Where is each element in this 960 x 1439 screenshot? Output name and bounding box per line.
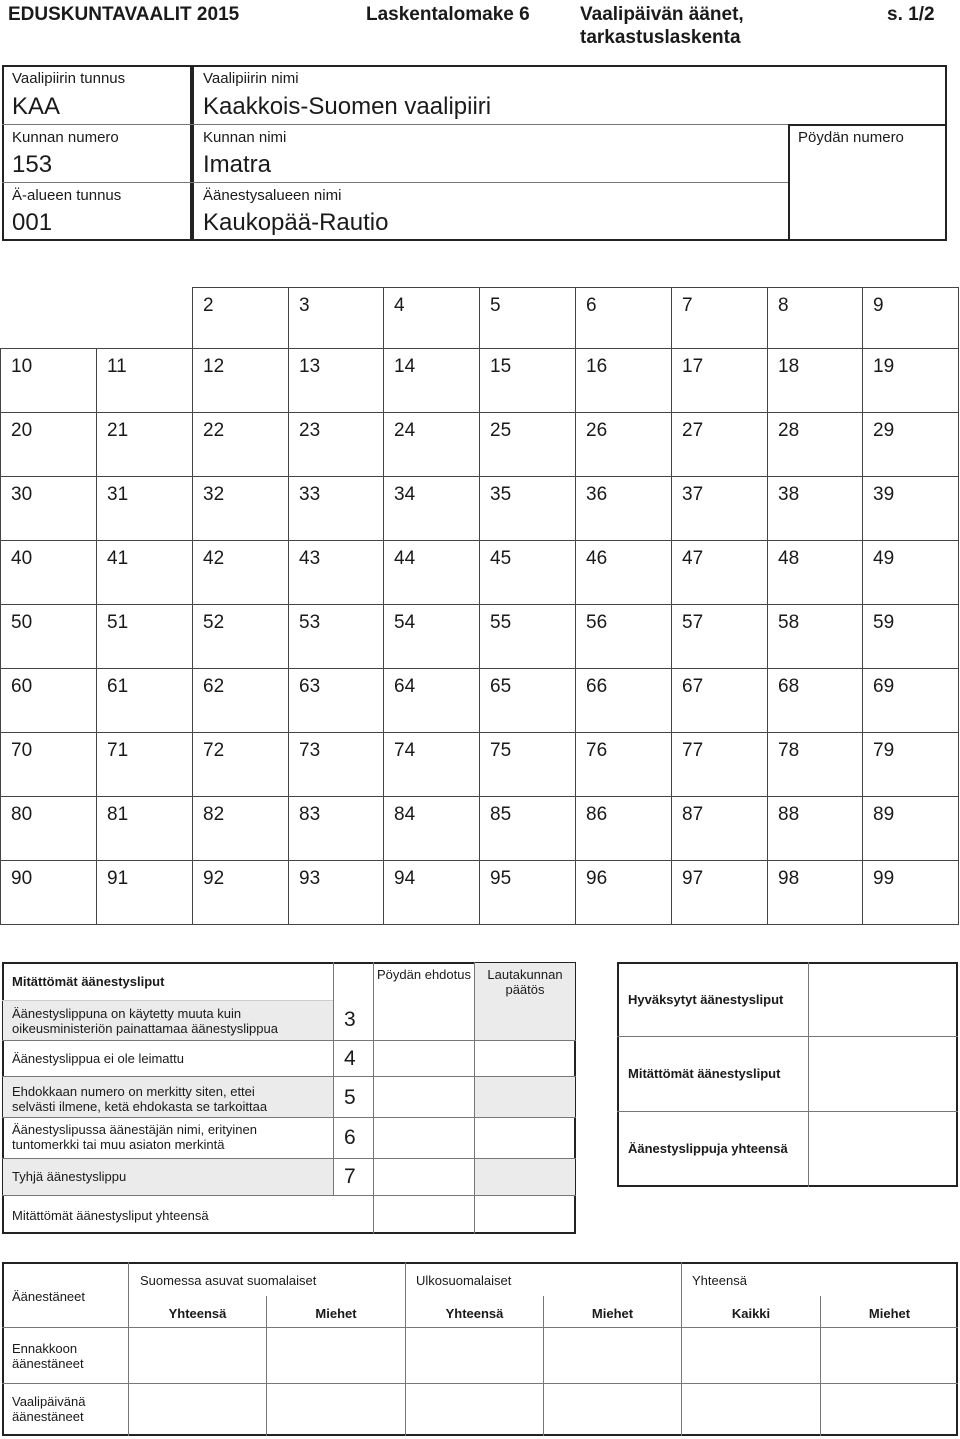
- number-cell[interactable]: [288, 860, 384, 925]
- number-cell[interactable]: [0, 796, 97, 861]
- number-cell[interactable]: [767, 287, 863, 349]
- number-cell[interactable]: [192, 412, 289, 477]
- board-decision-header: Lautakunnan päätös: [487, 967, 563, 997]
- candidate-number: 63: [299, 676, 321, 697]
- number-cell[interactable]: [383, 287, 480, 349]
- number-cell[interactable]: [288, 668, 384, 733]
- candidate-number: 49: [873, 548, 895, 569]
- election-title: EDUSKUNTAVAALIT 2015: [8, 4, 240, 25]
- all-total-col: Kaikki: [731, 1306, 771, 1321]
- candidate-number: 12: [203, 356, 225, 377]
- number-cell[interactable]: [192, 668, 289, 733]
- area-code-label: Ä-alueen tunnus: [12, 187, 122, 204]
- number-cell[interactable]: [288, 796, 384, 861]
- number-cell[interactable]: [383, 732, 480, 797]
- board-row7-shade: [475, 1159, 575, 1195]
- number-cell[interactable]: [192, 860, 289, 925]
- candidate-number: 4: [394, 295, 405, 316]
- number-cell[interactable]: [575, 540, 672, 605]
- candidate-number: 2: [203, 295, 214, 316]
- candidate-number: 85: [490, 804, 512, 825]
- candidate-number: 23: [299, 420, 321, 441]
- number-cell[interactable]: [383, 860, 480, 925]
- number-cell[interactable]: [383, 604, 480, 669]
- candidate-number: 28: [778, 420, 800, 441]
- candidate-number: 77: [682, 740, 704, 761]
- candidate-number: 99: [873, 868, 895, 889]
- area-code: 001: [12, 209, 53, 236]
- advance-voters-label-1: Ennakkoon: [12, 1341, 78, 1356]
- number-cell[interactable]: [192, 540, 289, 605]
- candidate-number: 86: [586, 804, 608, 825]
- voters-label-line: [128, 1262, 129, 1436]
- candidate-number: 16: [586, 356, 608, 377]
- invalid-divider-c: [2, 1117, 576, 1118]
- candidate-number: 61: [107, 676, 129, 697]
- candidate-number: 94: [394, 868, 416, 889]
- candidate-number: 50: [11, 612, 33, 633]
- summary-divider-2: [617, 1111, 958, 1112]
- candidate-number: 52: [203, 612, 225, 633]
- number-cell[interactable]: [862, 732, 959, 797]
- number-cell[interactable]: [0, 732, 97, 797]
- row7-text: Tyhjä äänestyslippu: [12, 1169, 127, 1184]
- number-cell[interactable]: [479, 412, 576, 477]
- number-cell[interactable]: [192, 287, 289, 349]
- invalid-divider-e: [2, 1195, 576, 1196]
- area-name-label: Äänestysalueen nimi: [203, 187, 342, 204]
- candidate-number: 57: [682, 612, 704, 633]
- number-cell[interactable]: [575, 348, 672, 413]
- candidate-number: 25: [490, 420, 512, 441]
- municipality-number-label: Kunnan numero: [12, 129, 119, 146]
- candidate-number: 74: [394, 740, 416, 761]
- number-cell[interactable]: [862, 287, 959, 349]
- number-cell[interactable]: [0, 860, 97, 925]
- number-cell[interactable]: [96, 412, 193, 477]
- number-cell[interactable]: [767, 540, 863, 605]
- number-cell[interactable]: [383, 348, 480, 413]
- row4-code: 4: [344, 1047, 356, 1070]
- candidate-number: 10: [11, 356, 33, 377]
- municipality-name-label: Kunnan nimi: [203, 129, 287, 146]
- expat-men-col: Miehet: [591, 1306, 634, 1321]
- number-cell[interactable]: [192, 732, 289, 797]
- candidate-number: 65: [490, 676, 512, 697]
- candidate-number: 87: [682, 804, 704, 825]
- candidate-number: 58: [778, 612, 800, 633]
- residents-total-col: Yhteensä: [168, 1306, 227, 1321]
- number-cell[interactable]: [192, 348, 289, 413]
- candidate-number: 31: [107, 484, 129, 505]
- candidate-number: 76: [586, 740, 608, 761]
- row5-text-1: Ehdokkaan numero on merkitty siten, ettei: [12, 1084, 255, 1099]
- candidate-number: 24: [394, 420, 416, 441]
- number-cell[interactable]: [479, 287, 576, 349]
- number-cell[interactable]: [575, 860, 672, 925]
- table-proposal-header: Pöydän ehdotus: [377, 967, 471, 982]
- candidate-number: 48: [778, 548, 800, 569]
- candidate-number: 35: [490, 484, 512, 505]
- number-cell[interactable]: [479, 540, 576, 605]
- number-cell[interactable]: [96, 732, 193, 797]
- candidate-number: 80: [11, 804, 33, 825]
- number-cell[interactable]: [192, 796, 289, 861]
- number-cell[interactable]: [671, 287, 768, 349]
- candidate-number: 54: [394, 612, 416, 633]
- candidate-number: 44: [394, 548, 416, 569]
- candidate-number: 73: [299, 740, 321, 761]
- form-title-line1: Vaalipäivän äänet,: [580, 4, 744, 25]
- number-cell[interactable]: [862, 860, 959, 925]
- voters-row-line-2: [2, 1383, 958, 1384]
- row4-text: Äänestyslippua ei ole leimattu: [12, 1051, 184, 1066]
- candidate-number: 45: [490, 548, 512, 569]
- number-cell[interactable]: [575, 668, 672, 733]
- row5-text-2: selvästi ilmene, ketä ehdokasta se tarkoittaa: [12, 1099, 268, 1114]
- candidate-number: 29: [873, 420, 895, 441]
- candidate-number: 46: [586, 548, 608, 569]
- row3-text-2: oikeusministeriön painattamaa äänestyslippua: [12, 1021, 278, 1036]
- candidate-number: 8: [778, 295, 789, 316]
- number-cell[interactable]: [383, 476, 480, 541]
- number-cell[interactable]: [96, 540, 193, 605]
- candidate-number: 36: [586, 484, 608, 505]
- candidate-number: 19: [873, 356, 895, 377]
- group-residents: Suomessa asuvat suomalaiset: [140, 1273, 317, 1288]
- number-cell[interactable]: [767, 732, 863, 797]
- number-cell[interactable]: [862, 412, 959, 477]
- number-cell[interactable]: [862, 604, 959, 669]
- candidate-number: 92: [203, 868, 225, 889]
- district-code: KAA: [12, 93, 61, 120]
- number-cell[interactable]: [288, 476, 384, 541]
- candidate-number: 38: [778, 484, 800, 505]
- number-cell[interactable]: [575, 476, 672, 541]
- candidate-number: 30: [11, 484, 33, 505]
- summary-invalid-label: Mitättömät äänestysliput: [628, 1066, 781, 1081]
- candidate-number: 55: [490, 612, 512, 633]
- candidate-number: 5: [490, 295, 501, 316]
- summary-value-line: [808, 962, 809, 1187]
- number-cell[interactable]: [0, 348, 97, 413]
- candidate-number: 47: [682, 548, 704, 569]
- voters-row-line-1: [2, 1327, 958, 1328]
- number-cell[interactable]: [671, 732, 768, 797]
- candidate-number: 91: [107, 868, 129, 889]
- candidate-number: 60: [11, 676, 33, 697]
- candidate-number: 89: [873, 804, 895, 825]
- table-number-label: Pöydän numero: [798, 129, 904, 146]
- number-cell[interactable]: [96, 860, 193, 925]
- candidate-number: 14: [394, 356, 416, 377]
- board-row5-shade: [475, 1077, 575, 1117]
- candidate-number: 9: [873, 295, 884, 316]
- candidate-number: 93: [299, 868, 321, 889]
- summary-divider-1: [617, 1036, 958, 1037]
- candidate-number: 51: [107, 612, 129, 633]
- group-expatriates: Ulkosuomalaiset: [416, 1273, 512, 1288]
- number-cell[interactable]: [288, 732, 384, 797]
- number-cell[interactable]: [479, 732, 576, 797]
- candidate-number: 97: [682, 868, 704, 889]
- number-cell[interactable]: [192, 604, 289, 669]
- candidate-number: 43: [299, 548, 321, 569]
- number-cell[interactable]: [767, 476, 863, 541]
- code-column-line: [333, 962, 334, 1195]
- number-cell[interactable]: [671, 476, 768, 541]
- number-cell[interactable]: [288, 540, 384, 605]
- number-cell[interactable]: [767, 412, 863, 477]
- candidate-number: 59: [873, 612, 895, 633]
- number-cell[interactable]: [671, 796, 768, 861]
- number-cell[interactable]: [383, 796, 480, 861]
- accepted-ballots-label: Hyväksytyt äänestysliput: [628, 992, 784, 1007]
- page-number: s. 1/2: [887, 4, 935, 25]
- candidate-number: 69: [873, 676, 895, 697]
- number-cell[interactable]: [479, 476, 576, 541]
- candidate-number: 72: [203, 740, 225, 761]
- form-title-line2: tarkastuslaskenta: [580, 27, 741, 48]
- number-cell[interactable]: [575, 287, 672, 349]
- candidate-number: 13: [299, 356, 321, 377]
- number-cell[interactable]: [862, 348, 959, 413]
- number-cell[interactable]: [288, 412, 384, 477]
- ballots-total-label: Äänestyslippuja yhteensä: [628, 1141, 788, 1156]
- candidate-number: 66: [586, 676, 608, 697]
- number-cell[interactable]: [671, 412, 768, 477]
- number-cell[interactable]: [96, 796, 193, 861]
- candidate-number: 40: [11, 548, 33, 569]
- row3-code: 3: [344, 1008, 356, 1031]
- number-cell[interactable]: [96, 604, 193, 669]
- number-cell[interactable]: [96, 348, 193, 413]
- number-cell[interactable]: [0, 668, 97, 733]
- number-cell[interactable]: [0, 476, 97, 541]
- number-cell[interactable]: [96, 476, 193, 541]
- table-proposal-column-line: [373, 962, 374, 1234]
- candidate-number: 53: [299, 612, 321, 633]
- row6-text-1: Äänestyslipussa äänestäjän nimi, erityinen: [12, 1122, 257, 1137]
- candidate-number: 98: [778, 868, 800, 889]
- number-cell[interactable]: [0, 604, 97, 669]
- invalid-total-label: Mitättömät äänestysliput yhteensä: [12, 1208, 209, 1223]
- number-cell[interactable]: [479, 796, 576, 861]
- number-cell[interactable]: [767, 604, 863, 669]
- candidate-number: 42: [203, 548, 225, 569]
- candidate-number: 62: [203, 676, 225, 697]
- all-men-col: Miehet: [868, 1306, 911, 1321]
- number-cell[interactable]: [767, 796, 863, 861]
- candidate-number: 26: [586, 420, 608, 441]
- eday-voters-label-2: äänestäneet: [12, 1409, 84, 1424]
- expat-total-col: Yhteensä: [445, 1306, 504, 1321]
- number-cell[interactable]: [767, 668, 863, 733]
- candidate-number: 22: [203, 420, 225, 441]
- advance-voters-label-2: äänestäneet: [12, 1356, 84, 1371]
- candidate-number: 68: [778, 676, 800, 697]
- voters-label: Äänestäneet: [12, 1289, 86, 1304]
- candidate-number: 20: [11, 420, 33, 441]
- number-cell[interactable]: [671, 604, 768, 669]
- candidate-number: 81: [107, 804, 129, 825]
- form-name: Laskentalomake 6: [366, 4, 530, 25]
- row5-code: 5: [344, 1086, 356, 1109]
- candidate-number: 96: [586, 868, 608, 889]
- candidate-number: 88: [778, 804, 800, 825]
- number-cell[interactable]: [862, 476, 959, 541]
- residents-men-col: Miehet: [315, 1306, 357, 1321]
- candidate-number: 3: [299, 295, 310, 316]
- invalid-title: Mitättömät äänestysliput: [12, 974, 165, 989]
- candidate-number: 79: [873, 740, 895, 761]
- number-cell[interactable]: [575, 796, 672, 861]
- number-cell[interactable]: [862, 796, 959, 861]
- district-name: Kaakkois-Suomen vaalipiiri: [203, 93, 492, 120]
- candidate-number: 37: [682, 484, 704, 505]
- candidate-number: 84: [394, 804, 416, 825]
- district-name-label: Vaalipiirin nimi: [203, 70, 299, 87]
- number-cell[interactable]: [288, 604, 384, 669]
- candidate-number: 21: [107, 420, 129, 441]
- candidate-number: 78: [778, 740, 800, 761]
- row7-code: 7: [344, 1165, 356, 1188]
- number-cell[interactable]: [288, 348, 384, 413]
- invalid-divider-a: [2, 1040, 576, 1041]
- candidate-number: 67: [682, 676, 704, 697]
- candidate-number: 32: [203, 484, 225, 505]
- candidate-number: 18: [778, 356, 800, 377]
- group-total: Yhteensä: [692, 1273, 747, 1288]
- candidate-number: 83: [299, 804, 321, 825]
- number-cell[interactable]: [0, 412, 97, 477]
- number-cell[interactable]: [671, 540, 768, 605]
- voters-col-line-2: [405, 1262, 406, 1436]
- candidate-number: 90: [11, 868, 33, 889]
- number-cell[interactable]: [0, 540, 97, 605]
- candidate-number: 70: [11, 740, 33, 761]
- municipality-number: 153: [12, 151, 53, 178]
- area-name: Kaukopää-Rautio: [203, 209, 389, 236]
- voters-table: [2, 1262, 958, 1436]
- number-cell[interactable]: [383, 540, 480, 605]
- number-cell[interactable]: [479, 668, 576, 733]
- row6-code: 6: [344, 1126, 356, 1149]
- number-cell[interactable]: [575, 732, 672, 797]
- municipality-name: Imatra: [203, 151, 272, 178]
- voters-col-line-4: [681, 1262, 682, 1436]
- candidate-number: 41: [107, 548, 129, 569]
- candidate-number: 7: [682, 295, 693, 316]
- number-cell[interactable]: [862, 540, 959, 605]
- district-code-label: Vaalipiirin tunnus: [12, 70, 126, 87]
- number-cell[interactable]: [767, 348, 863, 413]
- number-cell[interactable]: [96, 668, 193, 733]
- number-cell[interactable]: [575, 412, 672, 477]
- candidate-number: 34: [394, 484, 416, 505]
- eday-voters-label-1: Vaalipäivänä: [12, 1394, 86, 1409]
- number-cell[interactable]: [479, 604, 576, 669]
- number-cell[interactable]: [767, 860, 863, 925]
- candidate-number: 15: [490, 356, 512, 377]
- candidate-number: 6: [586, 295, 597, 316]
- number-cell[interactable]: [671, 668, 768, 733]
- candidate-number: 17: [682, 356, 704, 377]
- candidate-number: 11: [107, 356, 127, 377]
- candidate-number: 82: [203, 804, 225, 825]
- number-cell[interactable]: [383, 412, 480, 477]
- candidate-number: 27: [682, 420, 704, 441]
- number-cell[interactable]: [288, 287, 384, 349]
- row6-text-2: tuntomerkki tai muu asiaton merkintä: [12, 1137, 225, 1152]
- candidate-number: 33: [299, 484, 321, 505]
- number-cell[interactable]: [383, 668, 480, 733]
- candidate-number: 71: [107, 740, 129, 761]
- candidate-number: 75: [490, 740, 512, 761]
- candidate-number: 39: [873, 484, 895, 505]
- candidate-number: 56: [586, 612, 608, 633]
- candidate-number: 64: [394, 676, 416, 697]
- number-cell[interactable]: [479, 348, 576, 413]
- row3-text-1: Äänestyslippuna on käytetty muuta kuin: [12, 1006, 242, 1021]
- number-cell[interactable]: [192, 476, 289, 541]
- number-cell[interactable]: [862, 668, 959, 733]
- number-cell[interactable]: [671, 860, 768, 925]
- number-cell[interactable]: [575, 604, 672, 669]
- number-cell[interactable]: [671, 348, 768, 413]
- candidate-number: 95: [490, 868, 512, 889]
- number-cell[interactable]: [479, 860, 576, 925]
